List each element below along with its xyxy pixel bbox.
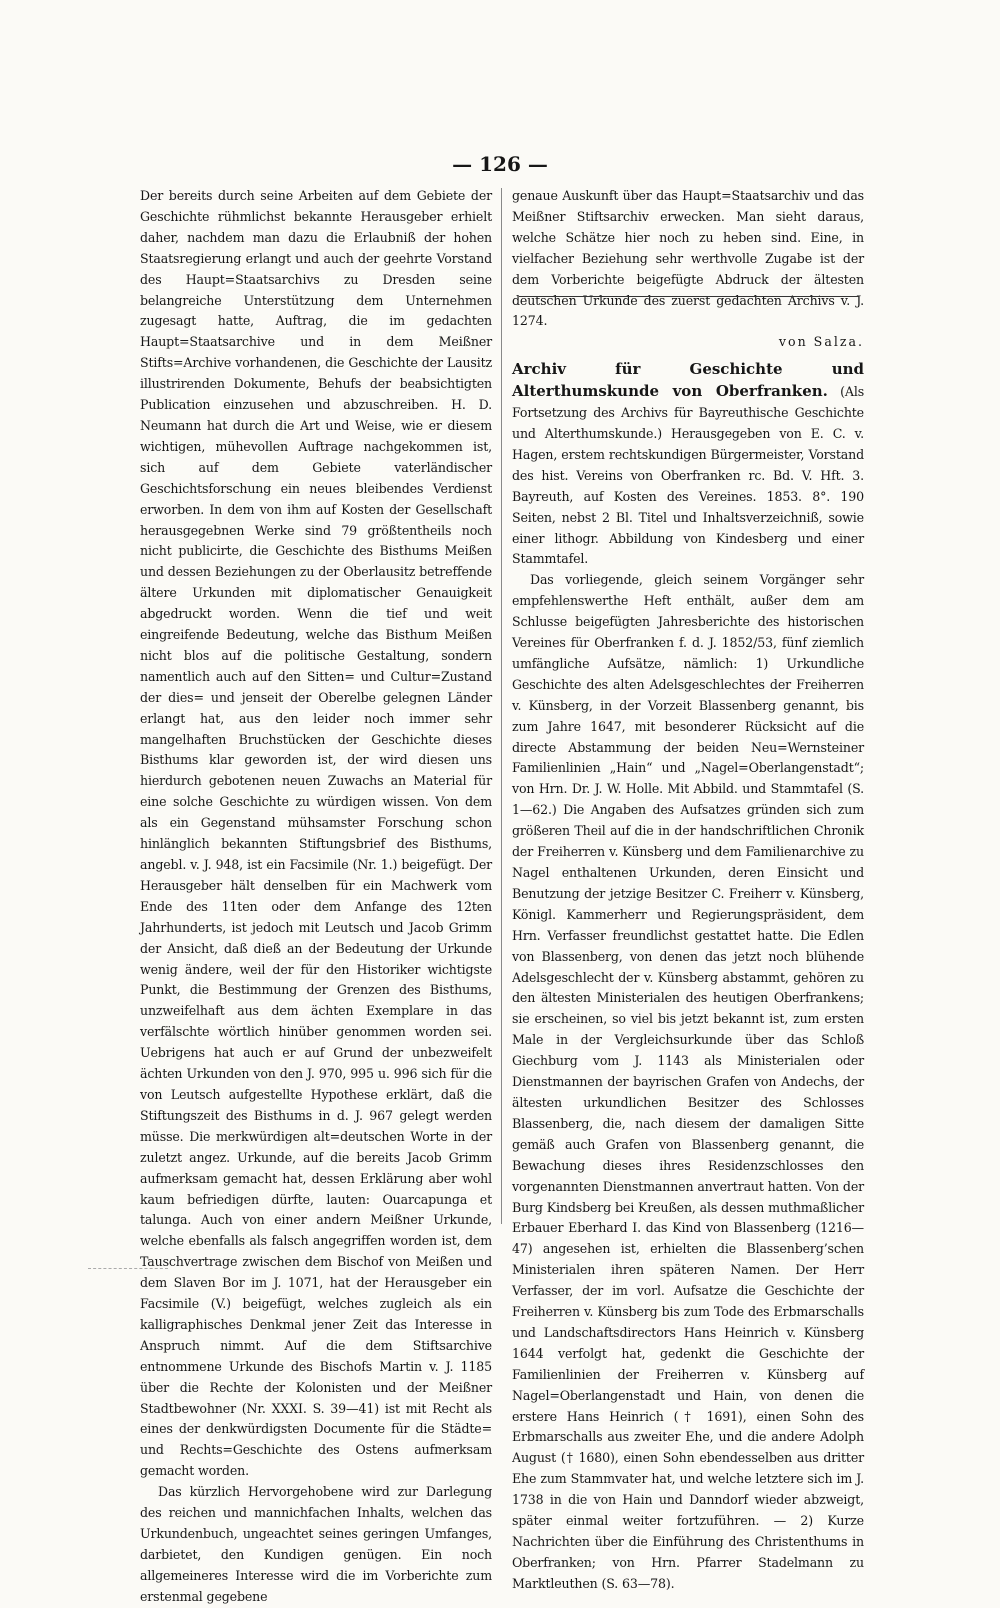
review-entry	[512, 359, 864, 570]
left-column	[140, 186, 492, 1608]
body-paragraph: genaue Auskunft über das Haupt=Staatsarchiv und das Meißner Stiftsarchiv erwecken. Man sieht daraus, welche Schätze hier noch zu heben sind. Eine, in vielfacher Beziehung sehr werthvolle Zugabe ist der dem Vorberichte beigefügte Abdruck der ältesten deutschen Urkunde des zuerst gedachten Archivs v. J. 1274.	[512, 188, 864, 329]
footer-mark	[88, 1268, 168, 1269]
body-paragraph: Der bereits durch seine Arbeiten auf dem Gebiete der Geschichte rühmlichst bekannte Herausgeber erhielt daher, nachdem man dazu die Erlaubniß der hohen Staatsregierung erlangt und auch der geehrte Vorstand des Haupt=Staatsarchivs zu Dresden seine belangreiche Unterstützung dem Unternehmen zugesagt hatte, Auftrag, die im gedachten Haupt=Staatsarchive und in dem Meißner Stifts=Archive vorhandenen, die Geschichte der Lausitz illustrirenden Dokumente, Behufs der beabsichtigten Publication einzusehen und abzuschreiben. H. D. Neumann hat durch die Art und Weise, wie er diesem wichtigen, mühevollen Auftrage nachgekommen ist, sich auf dem Gebiete vaterländischer Geschichtsforschung ein neues bleibendes Verdienst erworben. In dem von ihm auf Kosten der Gesellschaft herausgegebnen Werke sind 79 größtentheils noch nicht publicirte, die Geschichte des Bisthums Meißen und dessen Beziehungen zu der Oberlausitz betreffende ältere Urkunden mit diplomatischer Genauigkeit abgedruckt worden. Wenn die tief und weit eingreifende Bedeutung, welche das Bisthum Meißen nicht blos auf die politische Gestaltung, sondern namentlich auch auf den Sitten= und Cultur=Zustand der dies= und jenseit der Oberelbe gelegnen Länder erlangt hat, aus den leider noch immer sehr mangelhaften Bruchstücken der Geschichte dieses Bisthums klar geworden ist, der wird diesen uns hierdurch gebotenen neuen Zuwachs an Material für eine solche Geschichte zu würdigen wissen. Von dem als ein Gegenstand mühsamster Forschung schon hinlänglich bekannten Stiftungsbrief des Bisthums, angebl. v. J. 948, ist ein Facsimile (Nr. 1.) beigefügt. Der Herausgeber hält denselben für ein Machwerk vom Ende des 11ten oder dem Anfange des 12ten Jahrhunderts, ist jedoch mit Leutsch und Jacob Grimm der Ansicht, daß dieß an der Bedeutung der Urkunde wenig ändere, weil der für den Historiker wichtigste Punkt, die Bestimmung der Grenzen des Bisthums, unzweifelhaft aus dem ächten Exemplare in das verfälschte wörtlich hinüber genommen worden sei. Uebrigens hat auch er auf Grund der unbezweifelt ächten Urkunden von den J. 970, 995 u. 996 sich für die von Leutsch aufgestellte Hypothese erklärt, daß die Stiftungszeit des Bisthums in d. J. 967 gelegt werden müsse. Die merkwürdigen alt=deutschen Worte in der zuletzt angez. Urkunde, auf die bereits Jacob Grimm aufmerksam gemacht hat, dessen Erklärung aber wohl kaum befriedigen dürfte, lauten: Ouarcapunga et talunga. Auch von einer andern Meißner Urkunde, welche ebenfalls als falsch angegriffen worden ist, dem Tauschvertrage zwischen dem Bischof von Meißen und dem Slaven Bor im J. 1071, hat der Herausgeber ein Facsimile (V.) beigefügt, welches zugleich als ein kalligraphisches Denkmal jener Zeit das Interesse in Anspruch nimmt. Auf die dem Stiftsarchive entnommene Urkunde des Bischofs Martin v. J. 1185 über die Rechte der Kolonisten und der Meißner Stadtbewohner (Nr. XXXI. S. 39—41) ist mit Recht als eines der denkwürdigsten Documente für die Städte= und Rechts=Geschichte des Ostens aufmerksam gemacht worden.	[140, 188, 492, 1479]
body-paragraph: Das kürzlich Hervorgehobene wird zur Darlegung des reichen und mannichfachen Inhalts, welchen das Urkundenbuch, ungeachtet seines geringen Umfanges, darbietet, den Kundigen genügen. Ein noch allgemeineres Interesse wird die im Vorberichte zum erstenmal gegebene	[140, 1484, 492, 1604]
page-number: — 126 —	[452, 152, 548, 176]
author-signature: von Salza.	[778, 334, 864, 350]
section-title: Archiv für Geschichte und Alterthumskunde von Oberfranken.	[512, 360, 864, 401]
right-column	[512, 186, 864, 1595]
section-divider	[519, 296, 859, 297]
column-rule	[501, 188, 502, 1224]
bibliographic-details: (Als Fortsetzung des Archivs für Bayreuthische Geschichte und Alterthumskunde.) Herausgegeben von E. C. v. Hagen, erstem rechtskundigen Bürgermeister, Vorstand des hist. Vereins von Oberfranken rc. Bd. V. Hft. 3. Bayreuth, auf Kosten des Vereines. 1853. 8°. 190 Seiten, nebst 2 Bl. Titel und Inhaltsverzeichniß, sowie einer lithogr. Abbildung von Kindesberg und einer Stammtafel.	[512, 384, 865, 567]
body-paragraph: Das vorliegende, gleich seinem Vorgänger sehr empfehlenswerthe Heft enthält, außer dem am Schlusse beigefügten Jahresberichte des historischen Vereines für Oberfranken f. d. J. 1852/53, fünf ziemlich umfängliche Aufsätze, nämlich: 1) Urkundliche Geschichte des alten Adelsgeschlechtes der Freiherren v. Künsberg, in der Vorzeit Blassenberg genannt, bis zum Jahre 1647, mit besonderer Rücksicht auf die directe Abstammung der beiden Neu=Wernsteiner Familienlinien „Hain“ und „Nagel=Oberlangenstadt“; von Hrn. Dr. J. W. Holle. Mit Abbild. und Stammtafel (S. 1—62.) Die Angaben des Aufsatzes gründen sich zum größeren Theil auf die in der handschriftlichen Chronik der Freiherren v. Künsberg und dem Familienarchive zu Nagel enthaltenen Urkunden, deren Einsicht und Benutzung der jetzige Besitzer C. Freiherr v. Künsberg, Königl. Kammerherr und Regierungspräsident, dem Hrn. Verfasser freundlichst gestattet hatte. Die Edlen von Blassenberg, von denen das jetzt noch blühende Adelsgeschlecht der v. Künsberg abstammt, gehören zu den ältesten Ministerialen des heutigen Oberfrankens; sie erscheinen, so viel bis jetzt bekannt ist, zum ersten Male in der Vergleichsurkunde über das Schloß Giechburg vom J. 1143 als Ministerialen oder Dienstmannen der bayrischen Grafen von Andechs, der ältesten urkundlichen Besitzer des Schlosses Blassenberg, die, nach diesem der damaligen Sitte gemäß auch Grafen von Blassenberg genannt, die Bewachung dieses ihres Residenzschlosses den vorgenannten Dienstmannen anvertraut hatten. Von der Burg Kindsberg bei Kreußen, als dessen muthmaßlicher Erbauer Eberhard I. das Kind von Blassenberg (1216—47) angesehen ist, erhielten die Blassenberg’schen Ministerialen ihren späteren Namen. Der Herr Verfasser, der im vorl. Aufsatze die Geschichte der Freiherren v. Künsberg bis zum Tode des Erbmarschalls und Landschaftsdirectors Hans Heinrich v. Künsberg 1644 verfolgt hat, gedenkt die Geschichte der Familienlinien der Freiherren v. Künsberg auf Nagel=Oberlangenstadt und Hain, von denen die erstere Hans Heinrich († 1691), einen Sohn des Erbmarschalls aus zweiter Ehe, und die andere Adolph August († 1680), einen Sohn ebendesselben aus dritter Ehe zum Stammvater hat, und welche letztere sich im J. 1738 in die von Hain und Danndorf wieder abzweigt, später einmal weiter fortzuführen. — 2) Kurze Nachrichten über die Einführung des Christenthums in Oberfranken; von Hrn. Pfarrer Stadelmann zu Marktleuthen (S. 63—78).	[512, 572, 864, 1591]
